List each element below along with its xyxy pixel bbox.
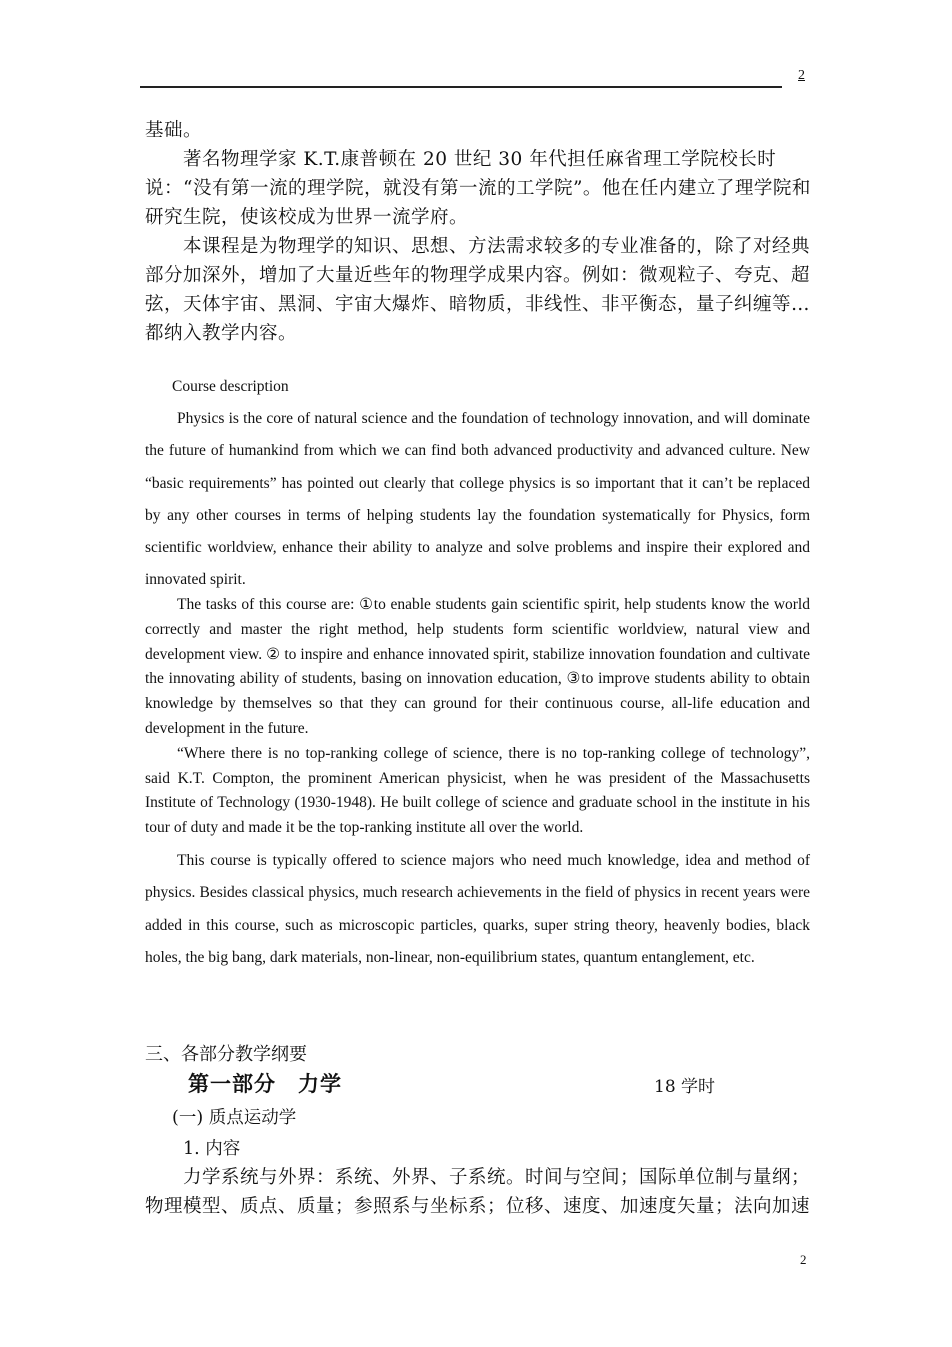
chinese-intro (145, 116, 815, 348)
course-description-paragraph-1 (145, 403, 810, 597)
syllabus-content-text: 力学系统与外界：系统、外界、子系统。时间与空间；国际单位制与量纲；物理模型、质点、质量；参照系与坐标系；位移、速度、加速度矢量；法向加速 (145, 1167, 811, 1217)
header-page-number: 2 (798, 68, 805, 83)
header-rule (140, 86, 782, 88)
part-hours: 18 学时 (654, 1077, 716, 1097)
course-description-title: Course description (172, 378, 289, 395)
intro-paragraph-3: 本课程是为物理学的知识、思想、方法需求较多的专业准备的，除了对经典部分加深外，增加了大量近些年的物理学成果内容。例如：微观粒子、夸克、超弦，天体宇宙、黑洞、宇宙大爆炸、暗物质，非线性、非平衡态，量子纠缠等…都纳入教学内容。 (145, 236, 811, 344)
footer-page-number: 2 (800, 1252, 807, 1267)
cd-paragraph-3-text: “Where there is no top-ranking college of science, there is no top-ranking college of technology”, said K.T. Compton, the prominent American physicist, when he was president of the Massachusetts Institute of Technology (1930-1948). He built college of science and graduate school in the institute in his tour of duty and made it be the top-ranking institute all over the world. (145, 744, 810, 837)
item-title: 1. 内容 (183, 1139, 241, 1159)
syllabus-content (145, 1163, 815, 1221)
cd-paragraph-2-text: The tasks of this course are: ①to enable students gain scientific spirit, help students know the world correctly and master the right method, help students form scientific worldview, natural view and development view. ② to inspire and enhance innovated spirit, stabilize innovation foundation and cultivate the innovating ability of students, basing on innovation education, ③to improve students ability to obtain knowledge by themselves so that they can ground for their continuous course, all-life education and development in the future. (145, 596, 810, 737)
cd-paragraph-4-text: This course is typically offered to science majors who need much knowledge, idea and method of physics. Besides classical physics, much research achievements in the field of physics in recent years were added in this course, such as microscopic particles, quarks, super string theory, heavenly bodies, black holes, the big bang, dark materials, non-linear, non-equilibrium states, quantum entanglement, etc. (145, 852, 810, 966)
section-title: 三、各部分教学纲要 (145, 1044, 307, 1065)
cd-paragraph-1-text: Physics is the core of natural science and the foundation of technology innovation, and will dominate the future of humankind from which we can find both advanced productivity and advanced culture. New “basic requirements” has pointed out clearly that college physics is so important that it can’t be replaced by any other courses in terms of helping students lay the foundation systematically for Physics, form scientific worldview, enhance their ability to analyze and solve problems and inspire their explored and innovated spirit. (145, 410, 810, 589)
subsection-title: (一) 质点运动学 (172, 1108, 297, 1128)
intro-paragraph-2: 著名物理学家 K.T.康普顿在 20 世纪 30 年代担任麻省理工学院校长时说：“没有第一流的理学院，就没有第一流的工学院”。他在任内建立了理学院和研究生院，使该校成为世界一流学府。 (145, 149, 811, 228)
intro-paragraph-1: 基础。 (145, 120, 203, 141)
course-description-block-2 (145, 593, 810, 841)
part-title: 第一部分 力学 (188, 1072, 342, 1096)
course-description-paragraph-4 (145, 845, 810, 974)
